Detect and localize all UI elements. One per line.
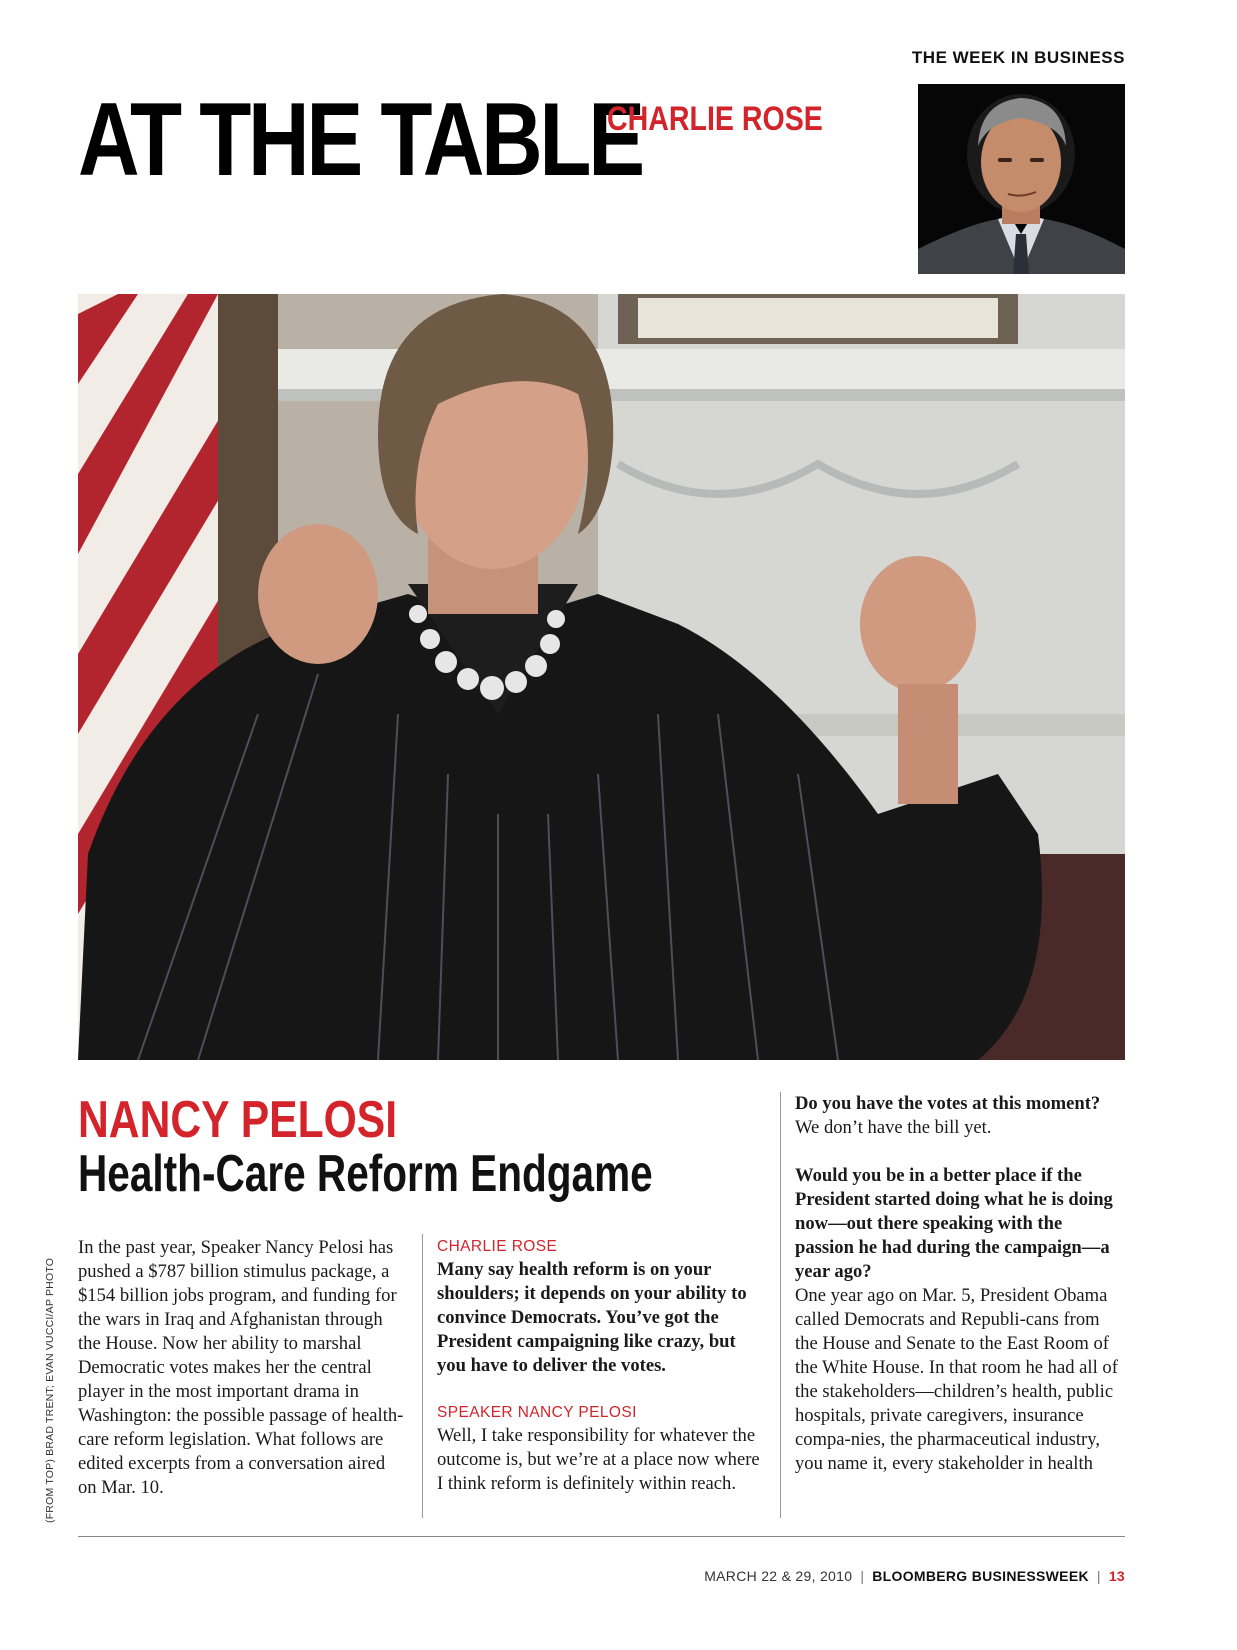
interview-column-1 xyxy=(437,1236,769,1496)
intro-text: In the past year, Speaker Nancy Pelosi has pushed a $787 billion stimulus package, a $154 billion jobs program, and funding for the wars in Iraq and Afghanistan through the House. Now her ability to marshal Democratic votes makes her the central player in the most important drama in Washington: the possible passage of health-care reform legislation. What follows are edited excerpts from a conversation aired on Mar. 10. xyxy=(78,1237,404,1498)
answer-1: Well, I take responsibility for whatever the outcome is, but we’re at a place now where I think reform is definitely within reach. xyxy=(437,1425,760,1494)
folio-separator: | xyxy=(1096,1568,1101,1584)
publication-name: BLOOMBERG BUSINESSWEEK xyxy=(872,1568,1089,1584)
intro-column xyxy=(78,1236,408,1500)
column-divider xyxy=(422,1234,423,1518)
interview-column-2 xyxy=(795,1092,1125,1476)
question-3: Would you be in a better place if the President started doing what he is doing now—out there speaking with the passion he had during the campaign—a year ago? xyxy=(795,1165,1113,1282)
masthead-title: AT THE TABLE xyxy=(78,82,642,198)
question-1: Many say health reform is on your shoulders; it depends on your ability to convince Democrats. You’ve got the President campaigning like crazy, but you have to deliver the votes. xyxy=(437,1259,747,1376)
speaker-label-rose: CHARLIE ROSE xyxy=(437,1238,558,1255)
page-number: 13 xyxy=(1108,1568,1125,1584)
speaker-label-pelosi: SPEAKER NANCY PELOSI xyxy=(437,1404,637,1421)
footer-rule xyxy=(78,1536,1125,1537)
photo-credit: (FROM TOP) BRAD TRENT; EVAN VUCCI/AP PHOTO xyxy=(44,1257,56,1523)
issue-date: MARCH 22 & 29, 2010 xyxy=(704,1568,853,1584)
hero-photo xyxy=(78,294,1125,1060)
column-divider xyxy=(780,1092,781,1518)
answer-3: One year ago on Mar. 5, President Obama called Democrats and Republi-cans from the House and Senate to the East Room of the White House. In that room he had all of the stakeholders—children’s health, public hospitals, private caregivers, insurance compa-nies, the pharmaceutical industry, you name it, every stakeholder in health xyxy=(795,1285,1118,1474)
answer-2: We don’t have the bill yet. xyxy=(795,1117,992,1138)
headline-title: Health-Care Reform Endgame xyxy=(78,1145,653,1203)
folio-separator: | xyxy=(860,1568,865,1584)
question-2: Do you have the votes at this moment? xyxy=(795,1093,1101,1114)
section-label: THE WEEK IN BUSINESS xyxy=(911,48,1125,67)
columnist-name: CHARLIE ROSE xyxy=(607,100,823,138)
columnist-portrait xyxy=(918,84,1125,274)
folio xyxy=(704,1568,1125,1584)
headline-name: NANCY PELOSI xyxy=(78,1091,398,1149)
